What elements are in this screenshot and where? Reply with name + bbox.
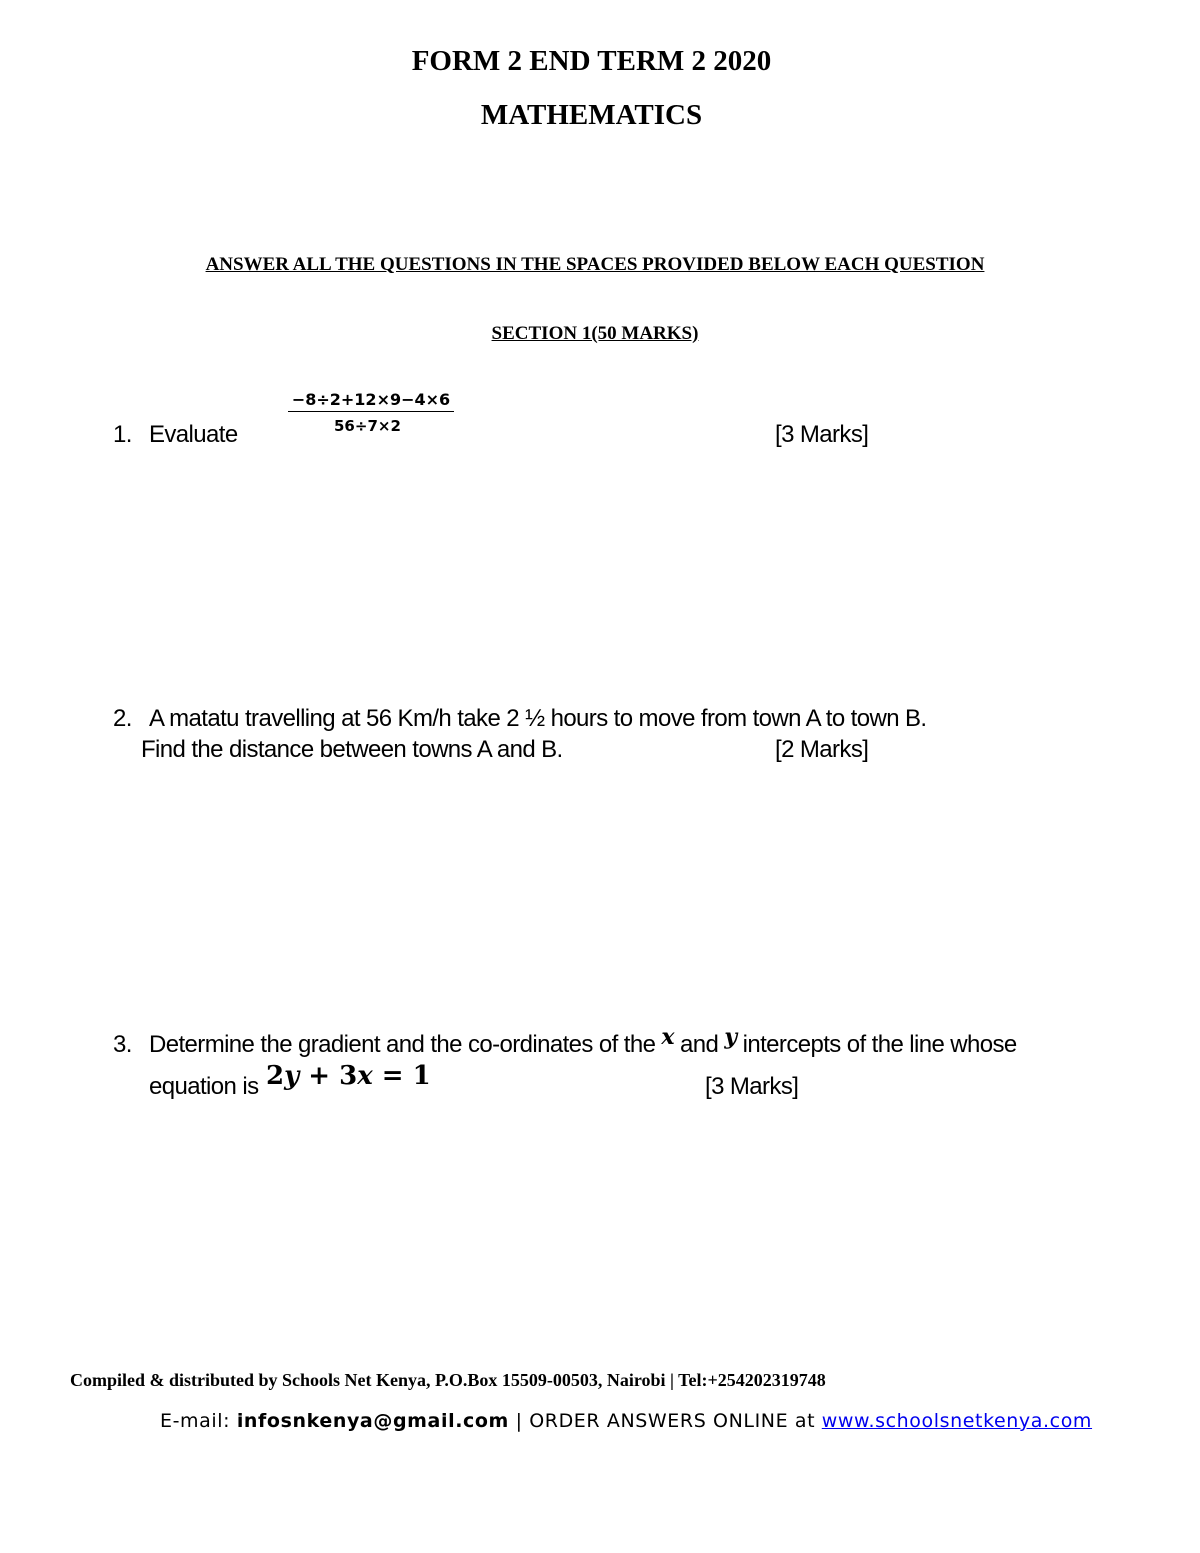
question-3-line1 — [149, 1024, 1017, 1059]
exam-title: FORM 2 END TERM 2 2020 — [411, 45, 772, 77]
question-3-line2: equation is — [149, 1073, 259, 1100]
question-1-number: 1. — [113, 421, 132, 448]
question-3-text-part2: and — [680, 1031, 719, 1058]
equation-var-y: y — [284, 1061, 300, 1091]
question-2-line2: Find the distance between towns A and B. — [141, 736, 563, 763]
subject-title: MATHEMATICS — [480, 99, 703, 131]
section-heading: SECTION 1(50 MARKS) — [491, 323, 699, 344]
footer-compiled-by: Compiled & distributed by Schools Net Kenya, P.O.Box 15509-00503, Nairobi | Tel:+254202319748 — [70, 1370, 826, 1390]
question-2-number: 2. — [113, 705, 132, 732]
equation-coef-2: 2 — [266, 1061, 285, 1091]
footer-order-text: | ORDER ANSWERS ONLINE at — [508, 1410, 822, 1432]
question-2-line1: A matatu travelling at 56 Km/h take 2 ½ hours to move from town A to town B. — [149, 705, 927, 732]
question-3-text-part3: intercepts of the line whose — [742, 1031, 1017, 1058]
footer-email-label: E-mail: — [160, 1410, 237, 1432]
equation-plus-3: + 3 — [299, 1061, 358, 1091]
question-3-equation — [266, 1061, 431, 1091]
question-2-marks: [2 Marks] — [775, 736, 869, 763]
question-3-text-part1: Determine the gradient and the co-ordinates of the — [149, 1031, 656, 1058]
equation-var-x: x — [357, 1061, 373, 1091]
question-1-marks: [3 Marks] — [775, 421, 869, 448]
footer-website-link[interactable]: www.schoolsnetkenya.com — [821, 1410, 1093, 1432]
question-1-fraction — [288, 390, 454, 435]
fraction-numerator: −8÷2+12×9−4×6 — [288, 390, 454, 412]
instructions: ANSWER ALL THE QUESTIONS IN THE SPACES PROVIDED BELOW EACH QUESTION — [205, 254, 985, 275]
variable-y: y — [724, 1024, 737, 1050]
variable-x: x — [661, 1024, 674, 1050]
question-3-number: 3. — [113, 1031, 132, 1058]
fraction-denominator: 56÷7×2 — [334, 417, 401, 435]
question-1-text: Evaluate — [149, 421, 238, 448]
footer-email[interactable]: infosnkenya@gmail.com — [236, 1410, 509, 1432]
equation-equals-1: = 1 — [372, 1061, 431, 1091]
footer-contact — [160, 1410, 1092, 1432]
question-3-marks: [3 Marks] — [705, 1073, 799, 1100]
